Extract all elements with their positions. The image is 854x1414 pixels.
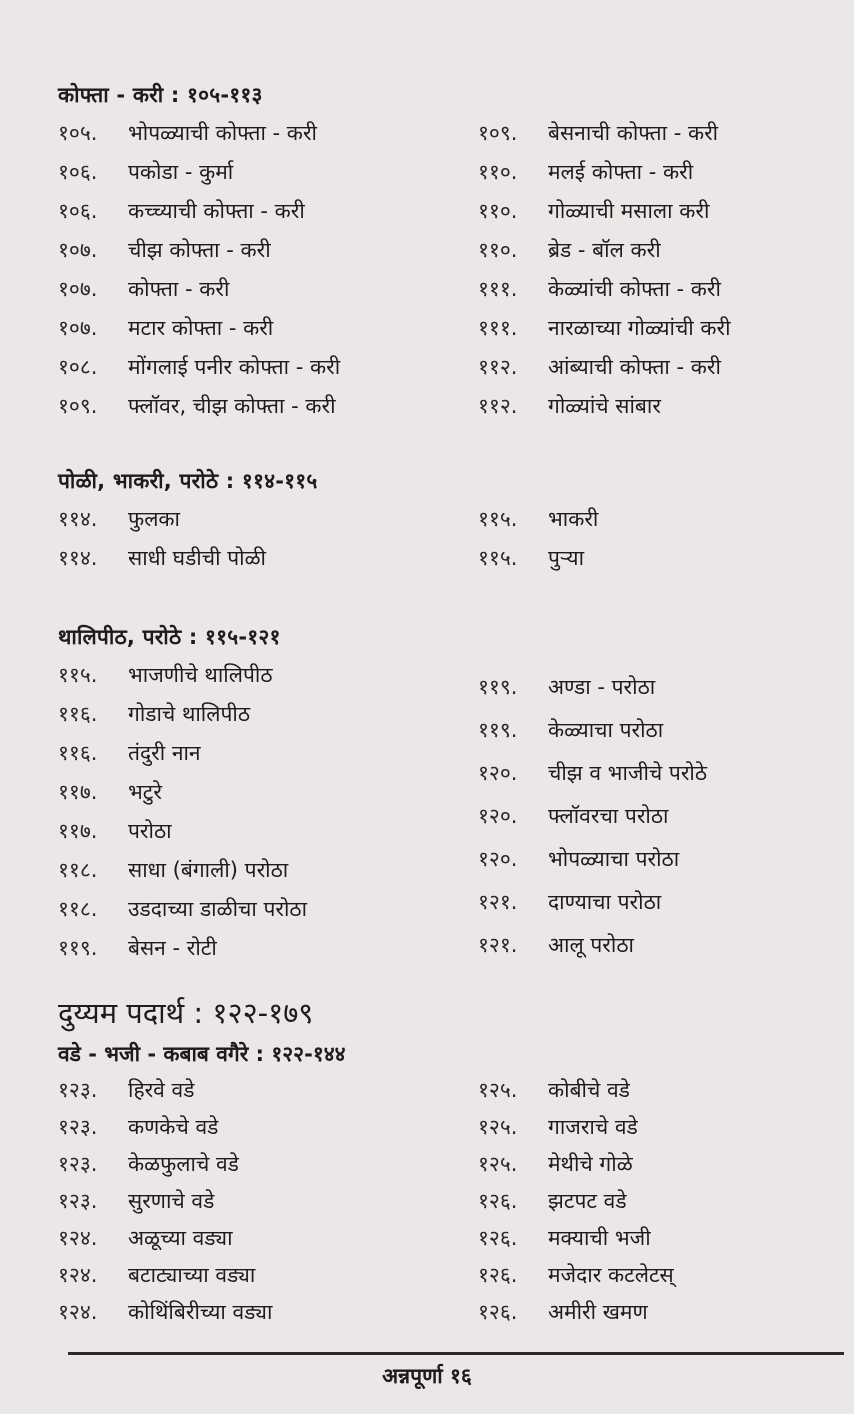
index-entry (58, 231, 468, 270)
page-number: १२५. (478, 1078, 518, 1102)
recipe-title: गाजराचे वडे (548, 1115, 638, 1139)
recipe-title: फ्लॉवरचा परोठा (548, 804, 669, 828)
index-entry (478, 539, 838, 578)
page-number: १२४. (58, 1300, 98, 1324)
index-entry (58, 812, 468, 851)
index-entry (478, 500, 838, 539)
recipe-title: गोडाचे थालिपीठ (128, 702, 251, 726)
page-number: ११२. (478, 355, 518, 379)
index-entry (58, 1183, 468, 1220)
recipe-title: सुरणाचे वडे (128, 1189, 215, 1213)
page-number: १०७. (58, 316, 98, 340)
recipe-title: कोफ्ता - करी (128, 277, 230, 301)
page-number: ११०. (478, 238, 518, 262)
page-number: ११४. (58, 507, 98, 531)
page-number: १२४. (58, 1226, 98, 1250)
recipe-title: फुलका (128, 507, 180, 531)
index-entry (58, 192, 468, 231)
recipe-title: बेसन - रोटी (128, 936, 217, 960)
recipe-title: बटाट्याच्या वड्या (128, 1263, 256, 1287)
section-poli-bhakri (58, 462, 838, 580)
section-heading: पोळी, भाकरी, परोठे : ११४-११५ (58, 469, 318, 493)
recipe-title: मजेदार कटलेटस् (548, 1263, 674, 1287)
page-number: ११९. (58, 936, 98, 960)
footer-divider (68, 1352, 844, 1355)
recipe-title: अळूच्या वड्या (128, 1226, 233, 1250)
index-entry (58, 309, 468, 348)
index-entry (478, 752, 838, 795)
recipe-title: मलई कोफ्ता - करी (548, 160, 694, 184)
recipe-title: साधा (बंगाली) परोठा (128, 858, 289, 882)
index-entry (58, 851, 468, 890)
page-number: ११८. (58, 858, 98, 882)
page-number: १११. (478, 277, 518, 301)
page-number: १२६. (478, 1263, 518, 1287)
recipe-title: अण्डा - परोठा (548, 675, 656, 699)
index-entry (478, 709, 838, 752)
page-number: १०७. (58, 277, 98, 301)
right-column (478, 114, 838, 426)
recipe-title: ब्रेड - बॉल करी (548, 238, 661, 262)
index-entry (478, 1072, 838, 1109)
page-number: १०९. (58, 394, 98, 418)
recipe-title: उडदाच्या डाळीचा परोठा (128, 897, 308, 921)
right-column (478, 656, 838, 967)
recipe-title: कोबीचे वडे (548, 1078, 630, 1102)
recipe-title: परोठा (128, 819, 172, 843)
entries-columns (58, 656, 838, 968)
index-entry (478, 153, 838, 192)
left-column (58, 1072, 468, 1331)
index-entry (478, 1109, 838, 1146)
page-number: १२६. (478, 1300, 518, 1324)
page-number: १२४. (58, 1263, 98, 1287)
index-entry (58, 929, 468, 968)
entries-columns (58, 1072, 838, 1342)
recipe-title: चीझ व भाजीचे परोठे (548, 761, 708, 785)
section-side-dishes (58, 990, 838, 1342)
page-number: १०७. (58, 238, 98, 262)
recipe-title: केळ्यांची कोफ्ता - करी (548, 277, 721, 301)
index-entry (58, 1146, 468, 1183)
recipe-title: झटपट वडे (548, 1189, 627, 1213)
recipe-title: भोपळ्याचा परोठा (548, 847, 680, 871)
index-entry (58, 773, 468, 812)
index-entry (58, 890, 468, 929)
recipe-title: कणकेचे वडे (128, 1115, 219, 1139)
recipe-title: फ्लॉवर, चीझ कोफ्ता - करी (128, 394, 336, 418)
recipe-title: गोळ्यांचे सांबार (548, 394, 661, 418)
recipe-title: भोपळ्याची कोफ्ता - करी (128, 121, 317, 145)
recipe-title: मेथीचे गोळे (548, 1152, 633, 1176)
page-number: १२०. (478, 761, 518, 785)
recipe-title: दाण्याचा परोठा (548, 890, 662, 914)
index-entry (58, 500, 468, 539)
index-entry (478, 309, 838, 348)
recipe-title: मटार कोफ्ता - करी (128, 316, 274, 340)
index-entry (478, 114, 838, 153)
page-number: १२३. (58, 1189, 98, 1213)
index-entry (478, 1146, 838, 1183)
right-column (478, 500, 838, 578)
index-entry (58, 270, 468, 309)
page-number: १२६. (478, 1226, 518, 1250)
recipe-title: नारळाच्या गोळ्यांची करी (548, 316, 731, 340)
section-heading: वडे - भजी - कबाब वगैरे : १२२-१४४ (58, 1042, 346, 1066)
recipe-title: केळफुलाचे वडे (128, 1152, 239, 1176)
page-number: १२०. (478, 804, 518, 828)
index-entry (58, 695, 468, 734)
index-entry (58, 1220, 468, 1257)
right-column (478, 1072, 838, 1331)
recipe-title: पुऱ्या (548, 546, 585, 570)
page-number: १०६. (58, 199, 98, 223)
entries-columns (58, 500, 838, 580)
index-entry (58, 1109, 468, 1146)
section-heading: कोफ्ता - करी : १०५-११३ (58, 83, 263, 107)
recipe-title: कोथिंबिरीच्या वड्या (128, 1300, 273, 1324)
page-footer: अन्नपूर्णा १६ (382, 1364, 472, 1388)
page-number: १२३. (58, 1115, 98, 1139)
recipe-title: आंब्याची कोफ्ता - करी (548, 355, 721, 379)
index-entry (58, 734, 468, 773)
page-number: १२६. (478, 1189, 518, 1213)
index-entry (58, 114, 468, 153)
index-entry (478, 1183, 838, 1220)
index-entry (478, 1294, 838, 1331)
page-number: ११५. (478, 546, 518, 570)
page-number: १२५. (478, 1115, 518, 1139)
index-entry (58, 539, 468, 578)
index-entry (478, 666, 838, 709)
page-number: १०५. (58, 121, 98, 145)
entries-columns (58, 114, 838, 426)
recipe-title: अमीरी खमण (548, 1300, 648, 1324)
index-entry (58, 387, 468, 426)
page-number: १२३. (58, 1078, 98, 1102)
index-entry (58, 153, 468, 192)
index-entry (478, 192, 838, 231)
page-number: १०८. (58, 355, 98, 379)
page-number: ११८. (58, 897, 98, 921)
recipe-title: बेसनाची कोफ्ता - करी (548, 121, 719, 145)
index-entry (478, 270, 838, 309)
section-heading: थालिपीठ, परोठे : ११५-१२१ (58, 625, 281, 649)
index-entry (58, 1072, 468, 1109)
major-heading: दुय्यम पदार्थ : १२२-१७९ (58, 996, 314, 1030)
recipe-title: केळ्याचा परोठा (548, 718, 664, 742)
page-number: ११५. (58, 663, 98, 687)
index-entry (478, 348, 838, 387)
page-number: १२०. (478, 847, 518, 871)
index-entry (58, 348, 468, 387)
section-kofta-curry (58, 76, 838, 426)
page-number: ११५. (478, 507, 518, 531)
section-thalipeeth (58, 618, 838, 968)
recipe-title: पकोडा - कुर्मा (128, 160, 234, 184)
index-entry (478, 387, 838, 426)
page-number: ११९. (478, 718, 518, 742)
page-number: ११७. (58, 819, 98, 843)
recipe-title: चीझ कोफ्ता - करी (128, 238, 271, 262)
index-entry (58, 1294, 468, 1331)
recipe-title: भाकरी (548, 507, 599, 531)
recipe-title: भाजणीचे थालिपीठ (128, 663, 273, 687)
index-entry (478, 1220, 838, 1257)
index-entry (478, 1257, 838, 1294)
recipe-title: तंदुरी नान (128, 741, 201, 765)
page-number: १०९. (478, 121, 518, 145)
page-number: ११६. (58, 702, 98, 726)
page-number: ११२. (478, 394, 518, 418)
page-number: ११४. (58, 546, 98, 570)
page-number: १२३. (58, 1152, 98, 1176)
index-entry (478, 924, 838, 967)
recipe-title: कच्च्याची कोफ्ता - करी (128, 199, 305, 223)
recipe-title: मोंगलाई पनीर कोफ्ता - करी (128, 355, 341, 379)
left-column (58, 656, 468, 968)
page-number: ११९. (478, 675, 518, 699)
page-number: १२१. (478, 933, 518, 957)
page-number: १२५. (478, 1152, 518, 1176)
recipe-title: मक्याची भजी (548, 1226, 651, 1250)
page-number: १११. (478, 316, 518, 340)
page-number: ११०. (478, 160, 518, 184)
recipe-title: भटुरे (128, 780, 162, 804)
page-number: १२१. (478, 890, 518, 914)
index-entry (478, 881, 838, 924)
index-entry (58, 1257, 468, 1294)
recipe-title: आलू परोठा (548, 933, 634, 957)
left-column (58, 114, 468, 426)
index-entry (478, 231, 838, 270)
recipe-title: हिरवे वडे (128, 1078, 195, 1102)
recipe-title: साधी घडीची पोळी (128, 546, 266, 570)
left-column (58, 500, 468, 578)
page-number: ११०. (478, 199, 518, 223)
page-number: १०६. (58, 160, 98, 184)
page-number: ११६. (58, 741, 98, 765)
index-entry (58, 656, 468, 695)
index-entry (478, 795, 838, 838)
recipe-title: गोळ्याची मसाला करी (548, 199, 710, 223)
index-entry (478, 838, 838, 881)
page-number: ११७. (58, 780, 98, 804)
